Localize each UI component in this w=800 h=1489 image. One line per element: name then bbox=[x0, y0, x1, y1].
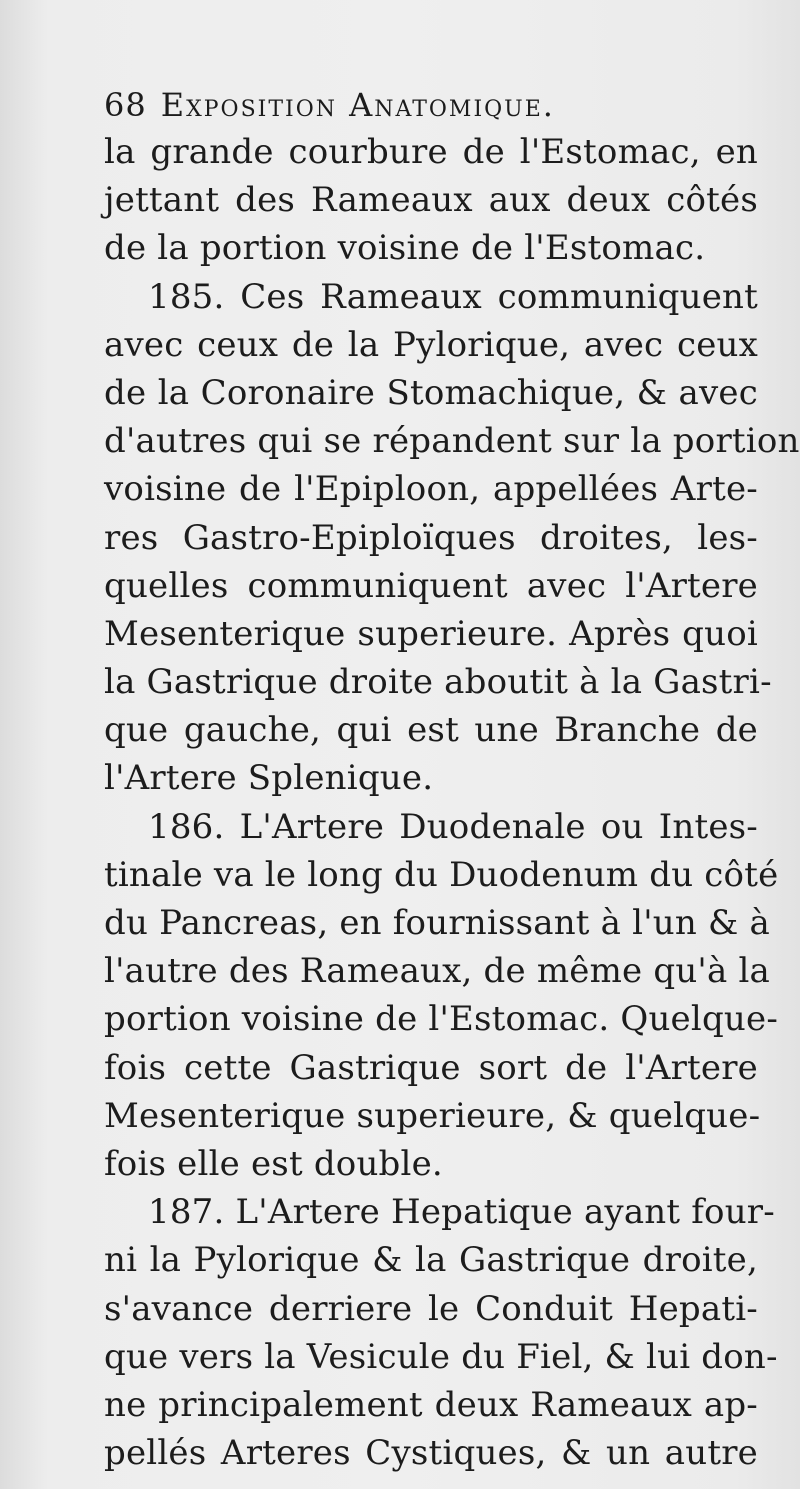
text-line: Mesenterique superieure, & quelque- bbox=[104, 1095, 761, 1136]
text-line: que vers la Vesicule du Fiel, & lui don- bbox=[104, 1336, 778, 1377]
text-line: quelles communiquent avec l'Artere bbox=[104, 565, 758, 606]
text-line: fois cette Gastrique sort de l'Artere bbox=[104, 1047, 758, 1088]
text-line: 185. Ces Rameaux communiquent bbox=[148, 276, 758, 317]
text-line: pellés Arteres Cystiques, & un autre bbox=[104, 1433, 758, 1474]
text-line: portion voisine de l'Estomac. Quelque- bbox=[104, 999, 779, 1040]
running-title: Exposition Anatomique. bbox=[160, 86, 555, 124]
text-line: que gauche, qui est une Branche de bbox=[104, 710, 758, 751]
text-line: res Gastro-Epiploïques droites, les- bbox=[104, 517, 758, 558]
text-line: 187. L'Artere Hepatique ayant four- bbox=[148, 1192, 775, 1233]
text-line: d'autres qui se répandent sur la portion bbox=[104, 421, 800, 462]
text-line: l'Artere Splenique. bbox=[104, 758, 434, 799]
text-line: l'autre des Rameaux, de même qu'à la bbox=[104, 951, 770, 992]
text-line: ne principalement deux Rameaux ap- bbox=[104, 1384, 758, 1425]
text-line: du Pancreas, en fournissant à l'un & à bbox=[104, 903, 770, 943]
text-line: la grande courbure de l'Estomac, en bbox=[104, 132, 758, 172]
text-line: tinale va le long du Duodenum du côté bbox=[104, 854, 779, 895]
text-line: fois elle est double. bbox=[104, 1143, 443, 1184]
text-line: ni la Pylorique & la Gastrique droite, bbox=[104, 1240, 758, 1281]
text-line: s'avance derriere le Conduit Hepati- bbox=[104, 1288, 758, 1329]
page-header bbox=[104, 86, 664, 134]
text-line: voisine de l'Epiploon, appellées Arte- bbox=[104, 469, 758, 510]
page-number: 68 bbox=[104, 86, 147, 124]
text-line: la Gastrique droite aboutit à la Gastri- bbox=[104, 662, 772, 703]
text-line: de la portion voisine de l'Estomac. bbox=[104, 228, 706, 269]
text-line: 186. L'Artere Duodenale ou Intes- bbox=[148, 806, 758, 847]
text-line: avec ceux de la Pylorique, avec ceux bbox=[104, 324, 758, 365]
text-line: de la Coronaire Stomachique, & avec bbox=[104, 372, 758, 413]
text-line: jettant des Rameaux aux deux côtés bbox=[104, 180, 758, 221]
text-line: Mesenterique superieure. Après quoi bbox=[104, 613, 758, 654]
body-text bbox=[104, 128, 800, 1477]
